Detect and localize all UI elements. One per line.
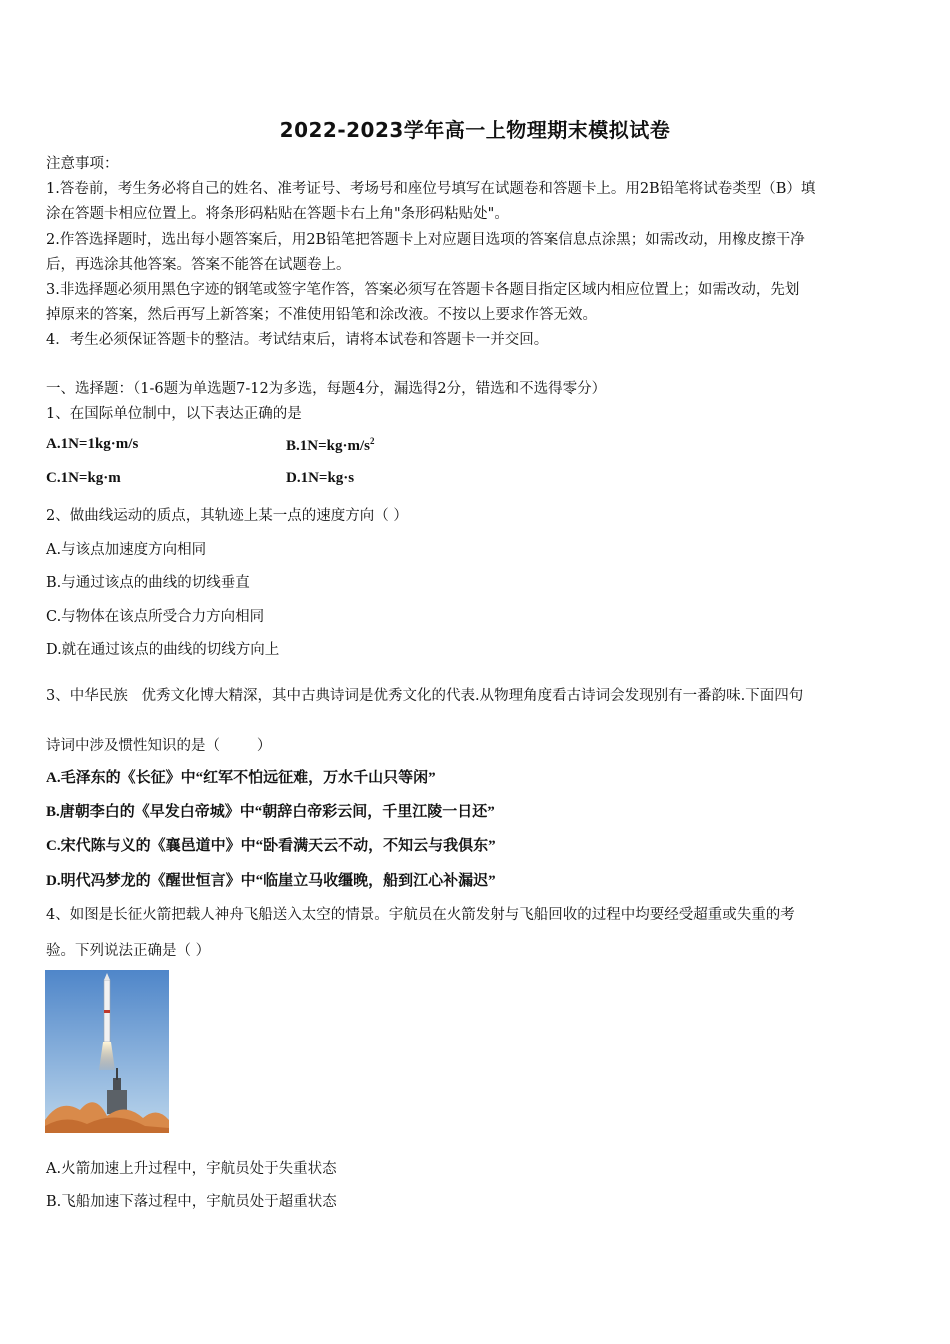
q4-stem-line-1: 4、如图是长征火箭把载人神舟飞船送入太空的情景。宇航员在火箭发射与飞船回收的过程中均要经受超重或失重的考 [46,907,795,923]
notice-line-2: 涂在答题卡相应位置上。将条形码粘贴在答题卡右上角"条形码粘贴处"。 [46,206,509,222]
notice-line-1: 1.答卷前，考生务必将自己的姓名、准考证号、考场号和座位号填写在试题卷和答题卡上。用2B铅笔将试卷类型（B）填 [46,181,816,197]
notice-line-3: 2.作答选择题时，选出每小题答案后，用2B铅笔把答题卡上对应题目选项的答案信息点涂黑；如需改动，用橡皮擦干净 [46,232,805,248]
q2-stem: 2、做曲线运动的质点，其轨迹上某一点的速度方向（ ） [46,508,408,524]
q1-option-b [286,436,374,455]
q1-option-c: C.1N=kg·m [46,470,121,486]
notice-line-6: 掉原来的答案，然后再写上新答案；不准使用铅笔和涂改液。不按以上要求作答无效。 [46,307,597,323]
q1-options-row-2 [46,470,908,487]
q2-option-b: B.与通过该点的曲线的切线垂直 [46,575,250,591]
notice-line-7: 4．考生必须保证答题卡的整洁。考试结束后，请将本试卷和答题卡一并交回。 [46,332,549,348]
q3-stem-line-1: 3、中华民族 优秀文化博大精深，其中古典诗词是优秀文化的代表.从物理角度看古诗词会发现别有一番韵味.下面四句 [46,688,804,704]
notice-line-4: 后，再选涂其他答案。答案不能答在试题卷上。 [46,257,351,273]
q3-option-b: B.唐朝李白的《早发白帝城》中“朝辞白帝彩云间，千里江陵一日还” [46,804,495,820]
q1-stem: 1、在国际单位制中，以下表达正确的是 [46,406,302,422]
section-heading: 一、选择题：（1-6题为单选题7-12为多选，每题4分，漏选得2分，错选和不选得零分） [46,381,607,397]
q4-stem-line-2: 验。下列说法正确是（ ） [46,943,211,959]
q3-option-a: A.毛泽东的《长征》中“红军不怕远征难，万水千山只等闲” [46,770,436,786]
q3-option-c: C.宋代陈与义的《襄邑道中》中“卧看满天云不动，不知云与我俱东” [46,838,496,854]
q4-option-b: B.飞船加速下落过程中，宇航员处于超重状态 [46,1194,337,1210]
q2-option-a: A.与该点加速度方向相同 [46,542,207,558]
q1-option-a: A.1N=1kg·m/s [46,436,139,452]
q2-option-d: D.就在通过该点的曲线的切线方向上 [46,642,280,658]
q1-option-b-exponent: 2 [369,436,375,446]
q2-option-c: C.与物体在该点所受合力方向相同 [46,609,265,625]
q1-option-b-text: B.1N=kg·m/s [286,438,370,454]
q1-options-row-1 [46,436,908,453]
q4-option-a: A.火箭加速上升过程中，宇航员处于失重状态 [46,1161,337,1177]
q3-stem-line-2: 诗词中涉及惯性知识的是（ ） [46,738,272,754]
q3-option-d: D.明代冯梦龙的《醒世恒言》中“临崖立马收缰晚，船到江心补漏迟” [46,873,496,889]
notice-heading: 注意事项： [46,156,119,172]
exam-title: 2022-2023学年高一上物理期末模拟试卷 [279,118,671,142]
notice-line-5: 3.非选择题必须用黑色字迹的钢笔或签字笔作答，答案必须写在答题卡各题目指定区域内相应位置上；如需改动，先划 [46,282,800,298]
q1-option-d: D.1N=kg·s [286,470,355,486]
rocket-launch-image [45,970,169,1133]
